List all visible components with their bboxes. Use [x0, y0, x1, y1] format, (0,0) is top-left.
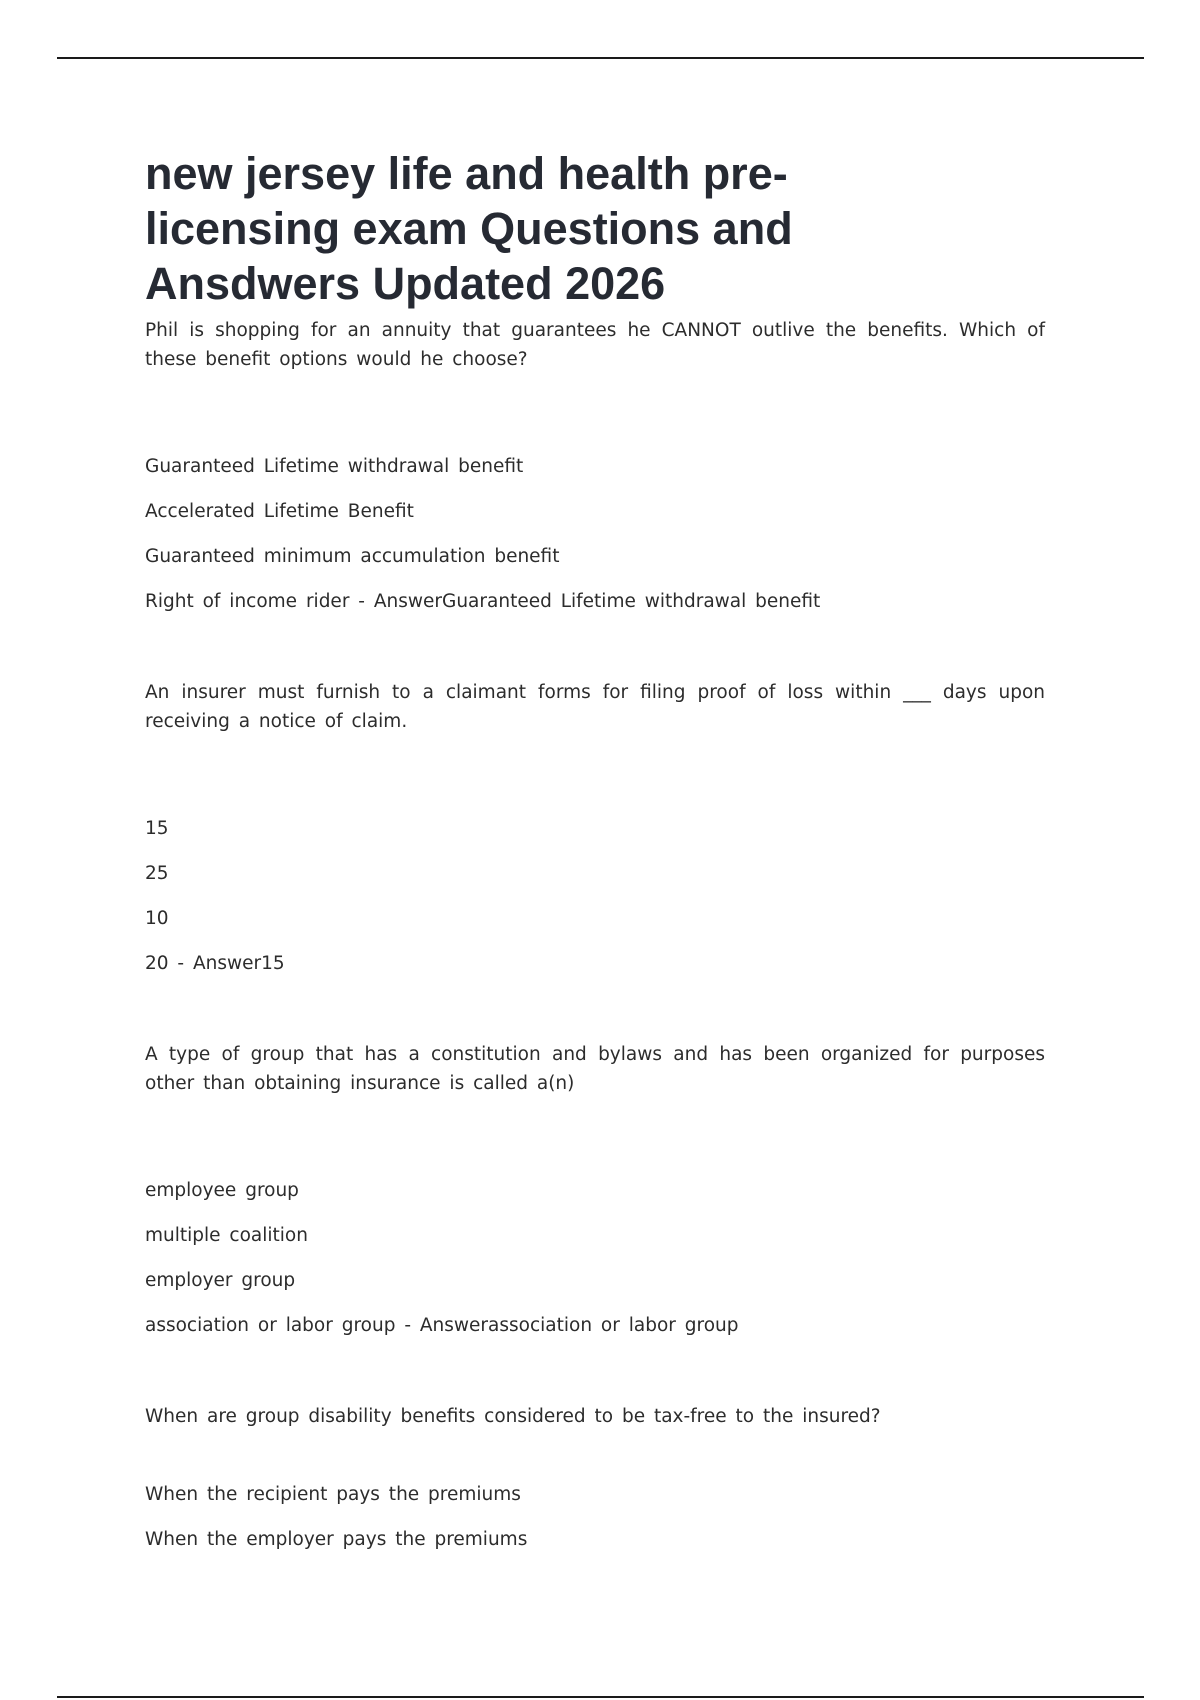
- question-text: When are group disability benefits considered to be tax-free to the insured?: [145, 1406, 881, 1427]
- option-item: 20 - Answer15: [145, 953, 285, 974]
- option-item: Right of income rider - AnswerGuaranteed Lifetime withdrawal benefit: [145, 591, 821, 612]
- question-block: [145, 1040, 1045, 1356]
- question-text: An insurer must furnish to a claimant forms for filing proof of loss within ___ days upon receiving a notice of claim.: [145, 682, 1045, 732]
- option-item: employee group: [145, 1180, 299, 1201]
- option-item: Accelerated Lifetime Benefit: [145, 501, 414, 522]
- question-block: [145, 316, 1045, 632]
- question-block: [145, 1402, 1045, 1570]
- option-list: [145, 452, 1045, 632]
- question-text: A type of group that has a constitution and bylaws and has been organized for purposes other than obtaining insurance is called a(n): [145, 1044, 1045, 1094]
- question-text: Phil is shopping for an annuity that guarantees he CANNOT outlive the benefits. Which of these benefit options would he choose?: [145, 320, 1045, 370]
- option-item: employer group: [145, 1270, 296, 1291]
- option-item: 25: [145, 863, 169, 884]
- document-title: new jersey life and health pre-licensing exam Questions and Ansdwers Updated 2026: [145, 148, 793, 309]
- option-list: [145, 1480, 1045, 1570]
- option-item: When the recipient pays the premiums: [145, 1484, 521, 1505]
- document-body: [145, 146, 1045, 1570]
- top-rule: [57, 57, 1144, 59]
- option-item: 15: [145, 818, 169, 839]
- option-item: Guaranteed Lifetime withdrawal benefit: [145, 456, 524, 477]
- option-item: Guaranteed minimum accumulation benefit: [145, 546, 560, 567]
- option-item: 10: [145, 908, 169, 929]
- question-block: [145, 678, 1045, 994]
- option-item: multiple coalition: [145, 1225, 308, 1246]
- bottom-rule: [57, 1696, 1144, 1698]
- option-list: [145, 814, 1045, 994]
- option-item: When the employer pays the premiums: [145, 1529, 528, 1550]
- option-item: association or labor group - Answerassociation or labor group: [145, 1315, 739, 1336]
- option-list: [145, 1176, 1045, 1356]
